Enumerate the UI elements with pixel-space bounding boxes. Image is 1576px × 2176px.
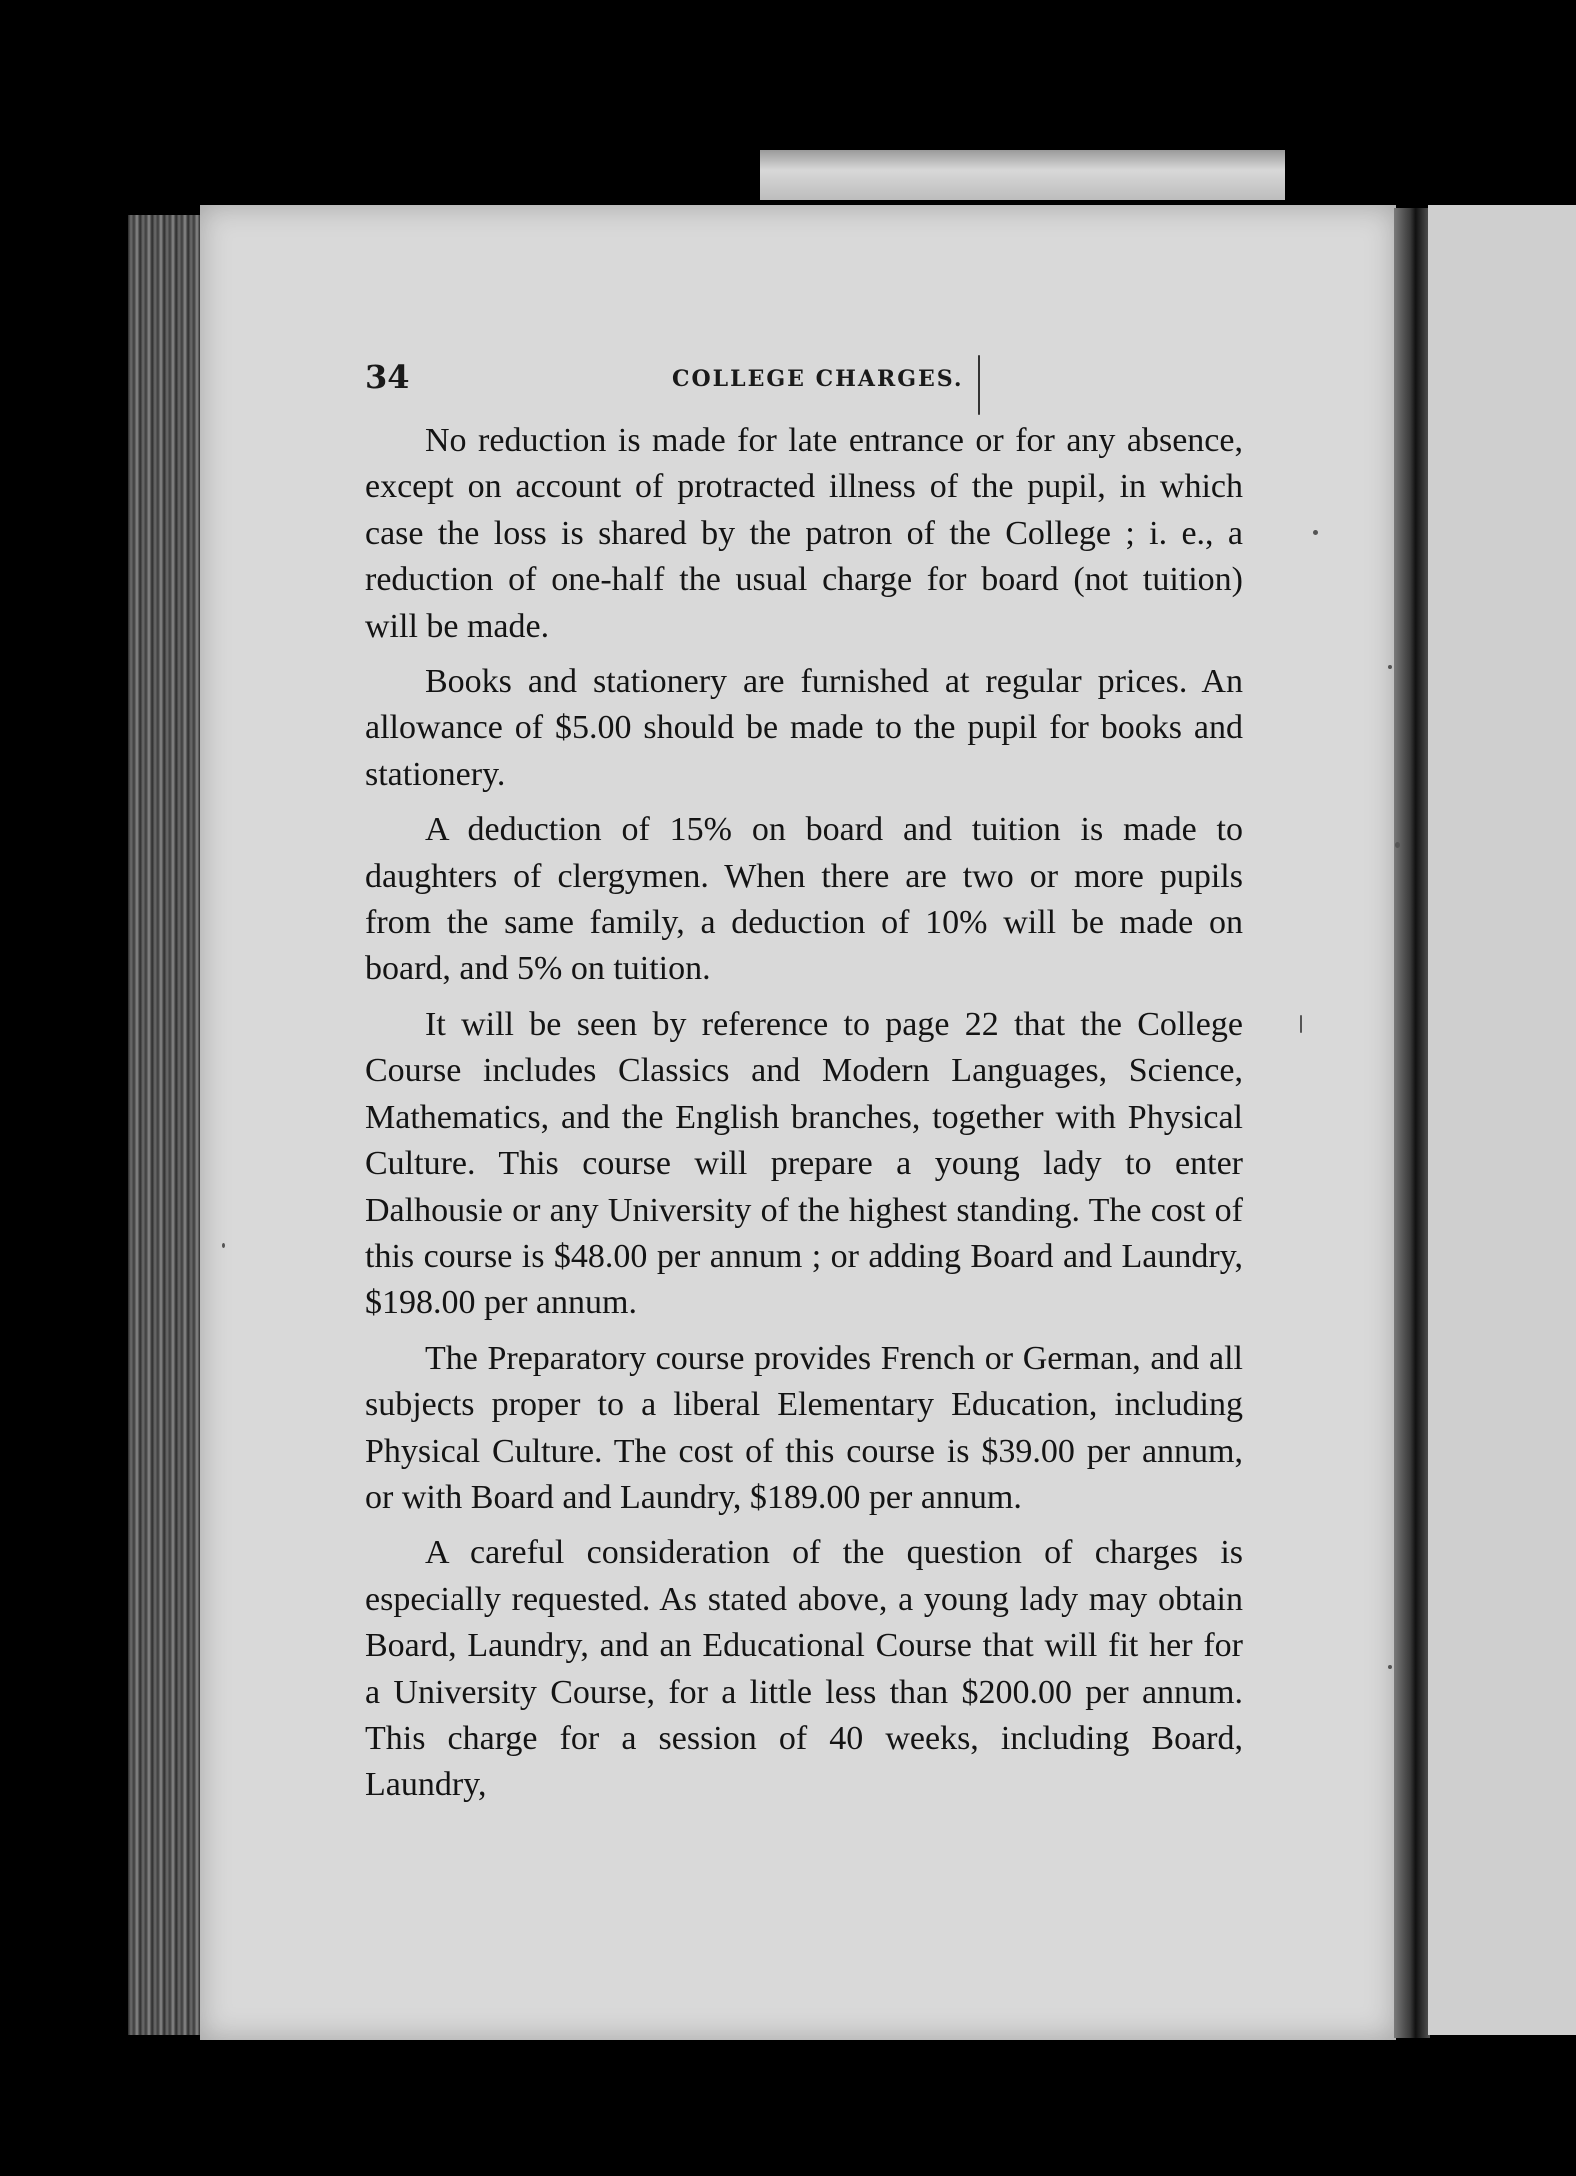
paper-strip bbox=[760, 150, 1285, 200]
page-edges bbox=[128, 215, 206, 2035]
page-number: 34 bbox=[365, 358, 410, 396]
running-title: COLLEGE CHARGES. bbox=[672, 366, 964, 392]
paragraph-preparatory-course: The Preparatory course provides French or German, and all subjects proper to a liberal Elementary Education, including Physical Culture. The cost of this course is $39.00 per annum, or with Board and Laundry, $189.00 per annum. bbox=[365, 1339, 1243, 1516]
running-head bbox=[365, 358, 1240, 408]
paragraph-late-entrance: No reduction is made for late entrance or for any absence, except on account of protracted illness of the pupil, in which case the loss is shared by the patron of the College ; i. e., a reduction of one-half the usual charge for board (not tuition) will be made. bbox=[365, 422, 1243, 645]
facing-page-edge bbox=[1428, 205, 1576, 2035]
paragraph-college-course: It will be seen by reference to page 22 that the College Course includes Classics and Modern Languages, Science, Mathematics, and the English branches, together with Physical Culture. This course will prepare a young lady to enter Dalhousie or any University of the highest standing. The cost of this course is $48.00 per annum ; or adding Board and Laundry, $198.00 per annum. bbox=[365, 1005, 1243, 1322]
body-text bbox=[365, 418, 1243, 1809]
paragraph-deductions: A deduction of 15% on board and tuition is made to daughters of clergymen. When there are two or more pupils from the same family, a deduction of 10% will be made on board, and 5% on tuition. bbox=[365, 811, 1243, 988]
book-gutter bbox=[1394, 208, 1430, 2038]
paragraph-books-stationery: Books and stationery are furnished at regular prices. An allowance of $5.00 should be made to the pupil for books and stationery. bbox=[365, 663, 1243, 793]
paragraph-charges-consideration: A careful consideration of the question of charges is especially requested. As stated above, a young lady may obtain Board, Laundry, and an Educational Course that will fit her for a University Course, for a little less than $200.00 per annum. This charge for a session of 40 weeks, including Board, Laundry, bbox=[365, 1534, 1243, 1804]
